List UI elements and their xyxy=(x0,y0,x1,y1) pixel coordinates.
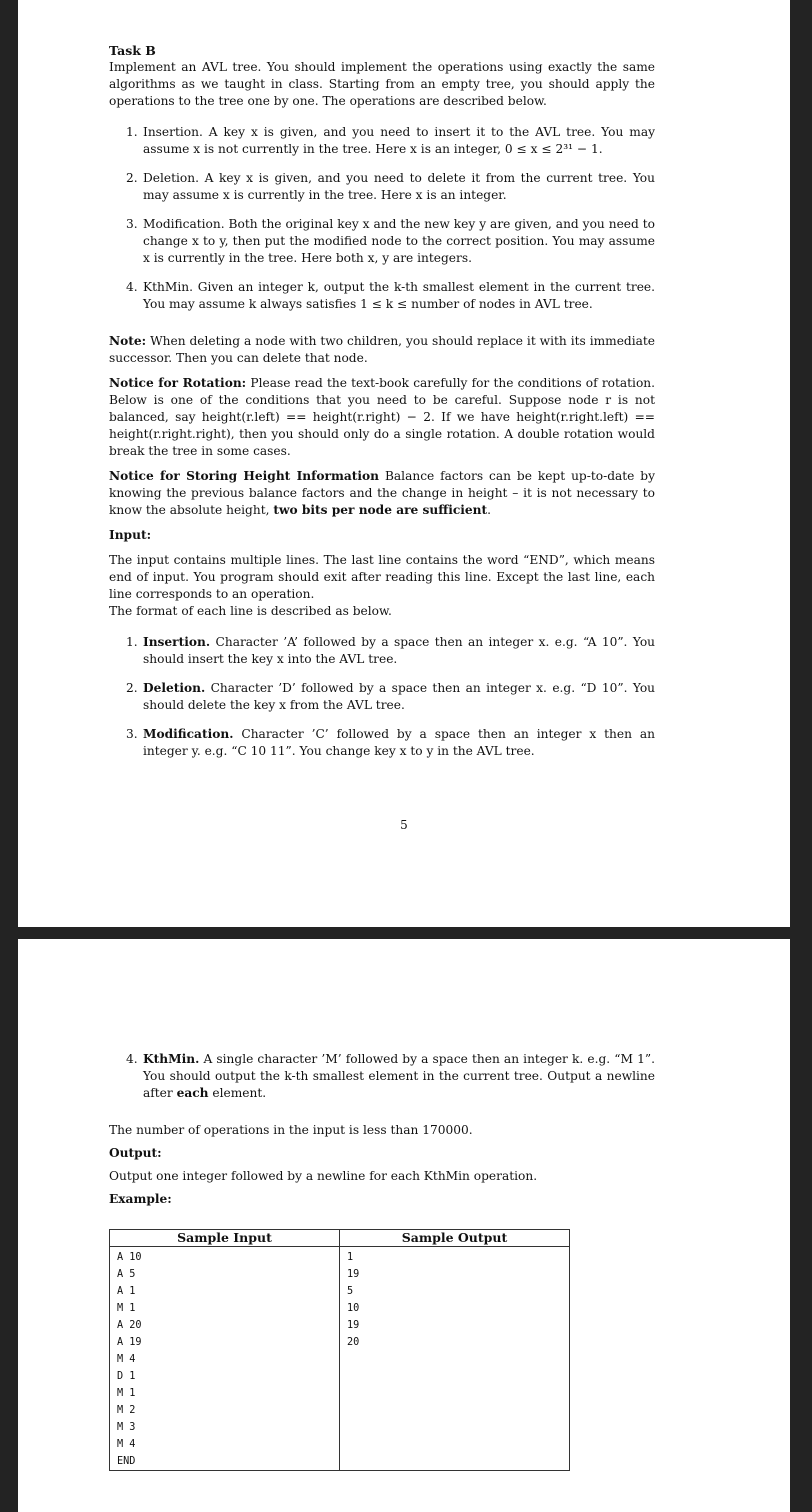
note-paragraph: Note: When deleting a node with two children, you should replace it with its immediate successor. Then you can delete that node. xyxy=(109,334,655,365)
output-line: 1 xyxy=(347,1252,354,1263)
operation-kthmin: 4. KthMin. Given an integer k, output the k-th smallest element in the current tree. You may assume k always satisfies 1 ≤ k ≤ number of nodes in AVL tree. xyxy=(126,280,655,311)
input-line: A 20 xyxy=(117,1320,142,1331)
task-title: Task B xyxy=(109,43,156,58)
output-line: 19 xyxy=(347,1320,360,1331)
input-line: A 1 xyxy=(117,1286,136,1297)
output-line: 20 xyxy=(347,1337,360,1348)
format-list-continued xyxy=(109,1051,655,1102)
input-line: A 5 xyxy=(117,1269,136,1280)
output-heading: Output: xyxy=(109,1146,162,1160)
sample-input-cell xyxy=(110,1247,340,1471)
input-line: M 2 xyxy=(117,1405,136,1416)
document-page-5 xyxy=(18,0,790,927)
task-intro: Implement an AVL tree. You should implement the operations using exactly the same algorithms as we taught in class. Starting from an empty tree, you should apply the operations to the tree one by one. The operations are described below. xyxy=(109,60,655,108)
operation-deletion: 2. Deletion. A key x is given, and you need to delete it from the current tree. You may assume x is currently in the tree. Here x is an integer. xyxy=(126,171,655,202)
input-line: M 3 xyxy=(117,1422,136,1433)
input-line: M 1 xyxy=(117,1388,136,1399)
height-paragraph: Notice for Storing Height Information Balance factors can be kept up-to-date by knowing the previous balance factors and the change in height – it is not necessary to know the absolute height, two bits per node are sufficient. xyxy=(109,469,655,517)
input-line: A 10 xyxy=(117,1252,142,1263)
format-list xyxy=(109,634,655,760)
output-line: 19 xyxy=(347,1269,360,1280)
operation-modification: 3. Modification. Both the original key x and the new key y are given, and you need to change x to y, then put the modified node to the correct position. You may assume x is currently in the tree. Here both x, y are integers. xyxy=(126,217,655,265)
page-content xyxy=(109,42,655,760)
input-line: M 1 xyxy=(117,1303,136,1314)
viewer-right-margin xyxy=(790,0,812,1512)
input-line: END xyxy=(117,1456,136,1467)
format-paragraph: The format of each line is described as below. xyxy=(109,604,392,618)
sample-io-table xyxy=(109,1229,570,1471)
output-line: 10 xyxy=(347,1303,360,1314)
input-line: D 1 xyxy=(117,1371,136,1382)
operation-insertion: 1. Insertion. A key x is given, and you need to insert it to the AVL tree. You may assume x is not currently in the tree. Here x is an integer, 0 ≤ x ≤ 2³¹ − 1. xyxy=(126,125,655,156)
format-insertion: 1. Insertion. Character ’A’ followed by a space then an integer x. e.g. “A 10”. You should insert the key x into the AVL tree. xyxy=(126,635,656,666)
input-heading: Input: xyxy=(109,528,152,542)
format-modification: 3. Modification. Character ’C’ followed by a space then an integer x then an integer y. e.g. “C 10 11”. You change key x to y in the AVL tree. xyxy=(126,727,655,758)
output-line: 5 xyxy=(347,1286,354,1297)
page-content xyxy=(109,1051,655,1208)
page-separator xyxy=(0,927,812,939)
example-heading: Example: xyxy=(109,1192,172,1206)
sample-output-header: Sample Output xyxy=(340,1230,570,1247)
format-deletion: 2. Deletion. Character ’D’ followed by a space then an integer x. e.g. “D 10”. You should delete the key x from the AVL tree. xyxy=(126,681,656,712)
ops-count-paragraph: The number of operations in the input is less than 170000. xyxy=(109,1123,473,1137)
input-paragraph: The input contains multiple lines. The last line contains the word “END”, which means end of input. You program should exit after reading this line. Except the last line, each line corresponds to an operation. xyxy=(109,553,655,601)
page-number: 5 xyxy=(400,818,408,832)
sample-output-cell xyxy=(340,1247,570,1471)
document-page-6 xyxy=(18,939,790,1512)
input-line: M 4 xyxy=(117,1354,136,1365)
sample-input-header: Sample Input xyxy=(110,1230,340,1247)
input-line: M 4 xyxy=(117,1439,136,1450)
operations-list xyxy=(109,124,655,313)
output-paragraph: Output one integer followed by a newline for each KthMin operation. xyxy=(109,1169,538,1183)
rotation-paragraph: Notice for Rotation: Please read the text-book carefully for the conditions of rotation. Below is one of the conditions that you need to be careful. Suppose node r is not balanced, say height(r.left) == height(r.right) − 2. If we have height(r.right.left) == height(r.right.right), then you should only do a single rotation. A double rotation would break the tree in some cases. xyxy=(109,376,656,458)
viewer-left-margin xyxy=(0,0,18,1512)
input-line: A 19 xyxy=(117,1337,142,1348)
format-kthmin: 4. KthMin. A single character ’M’ followed by a space then an integer k. e.g. “M 1”. You should output the k-th smallest element in the current tree. Output a newline after each element. xyxy=(126,1052,655,1100)
